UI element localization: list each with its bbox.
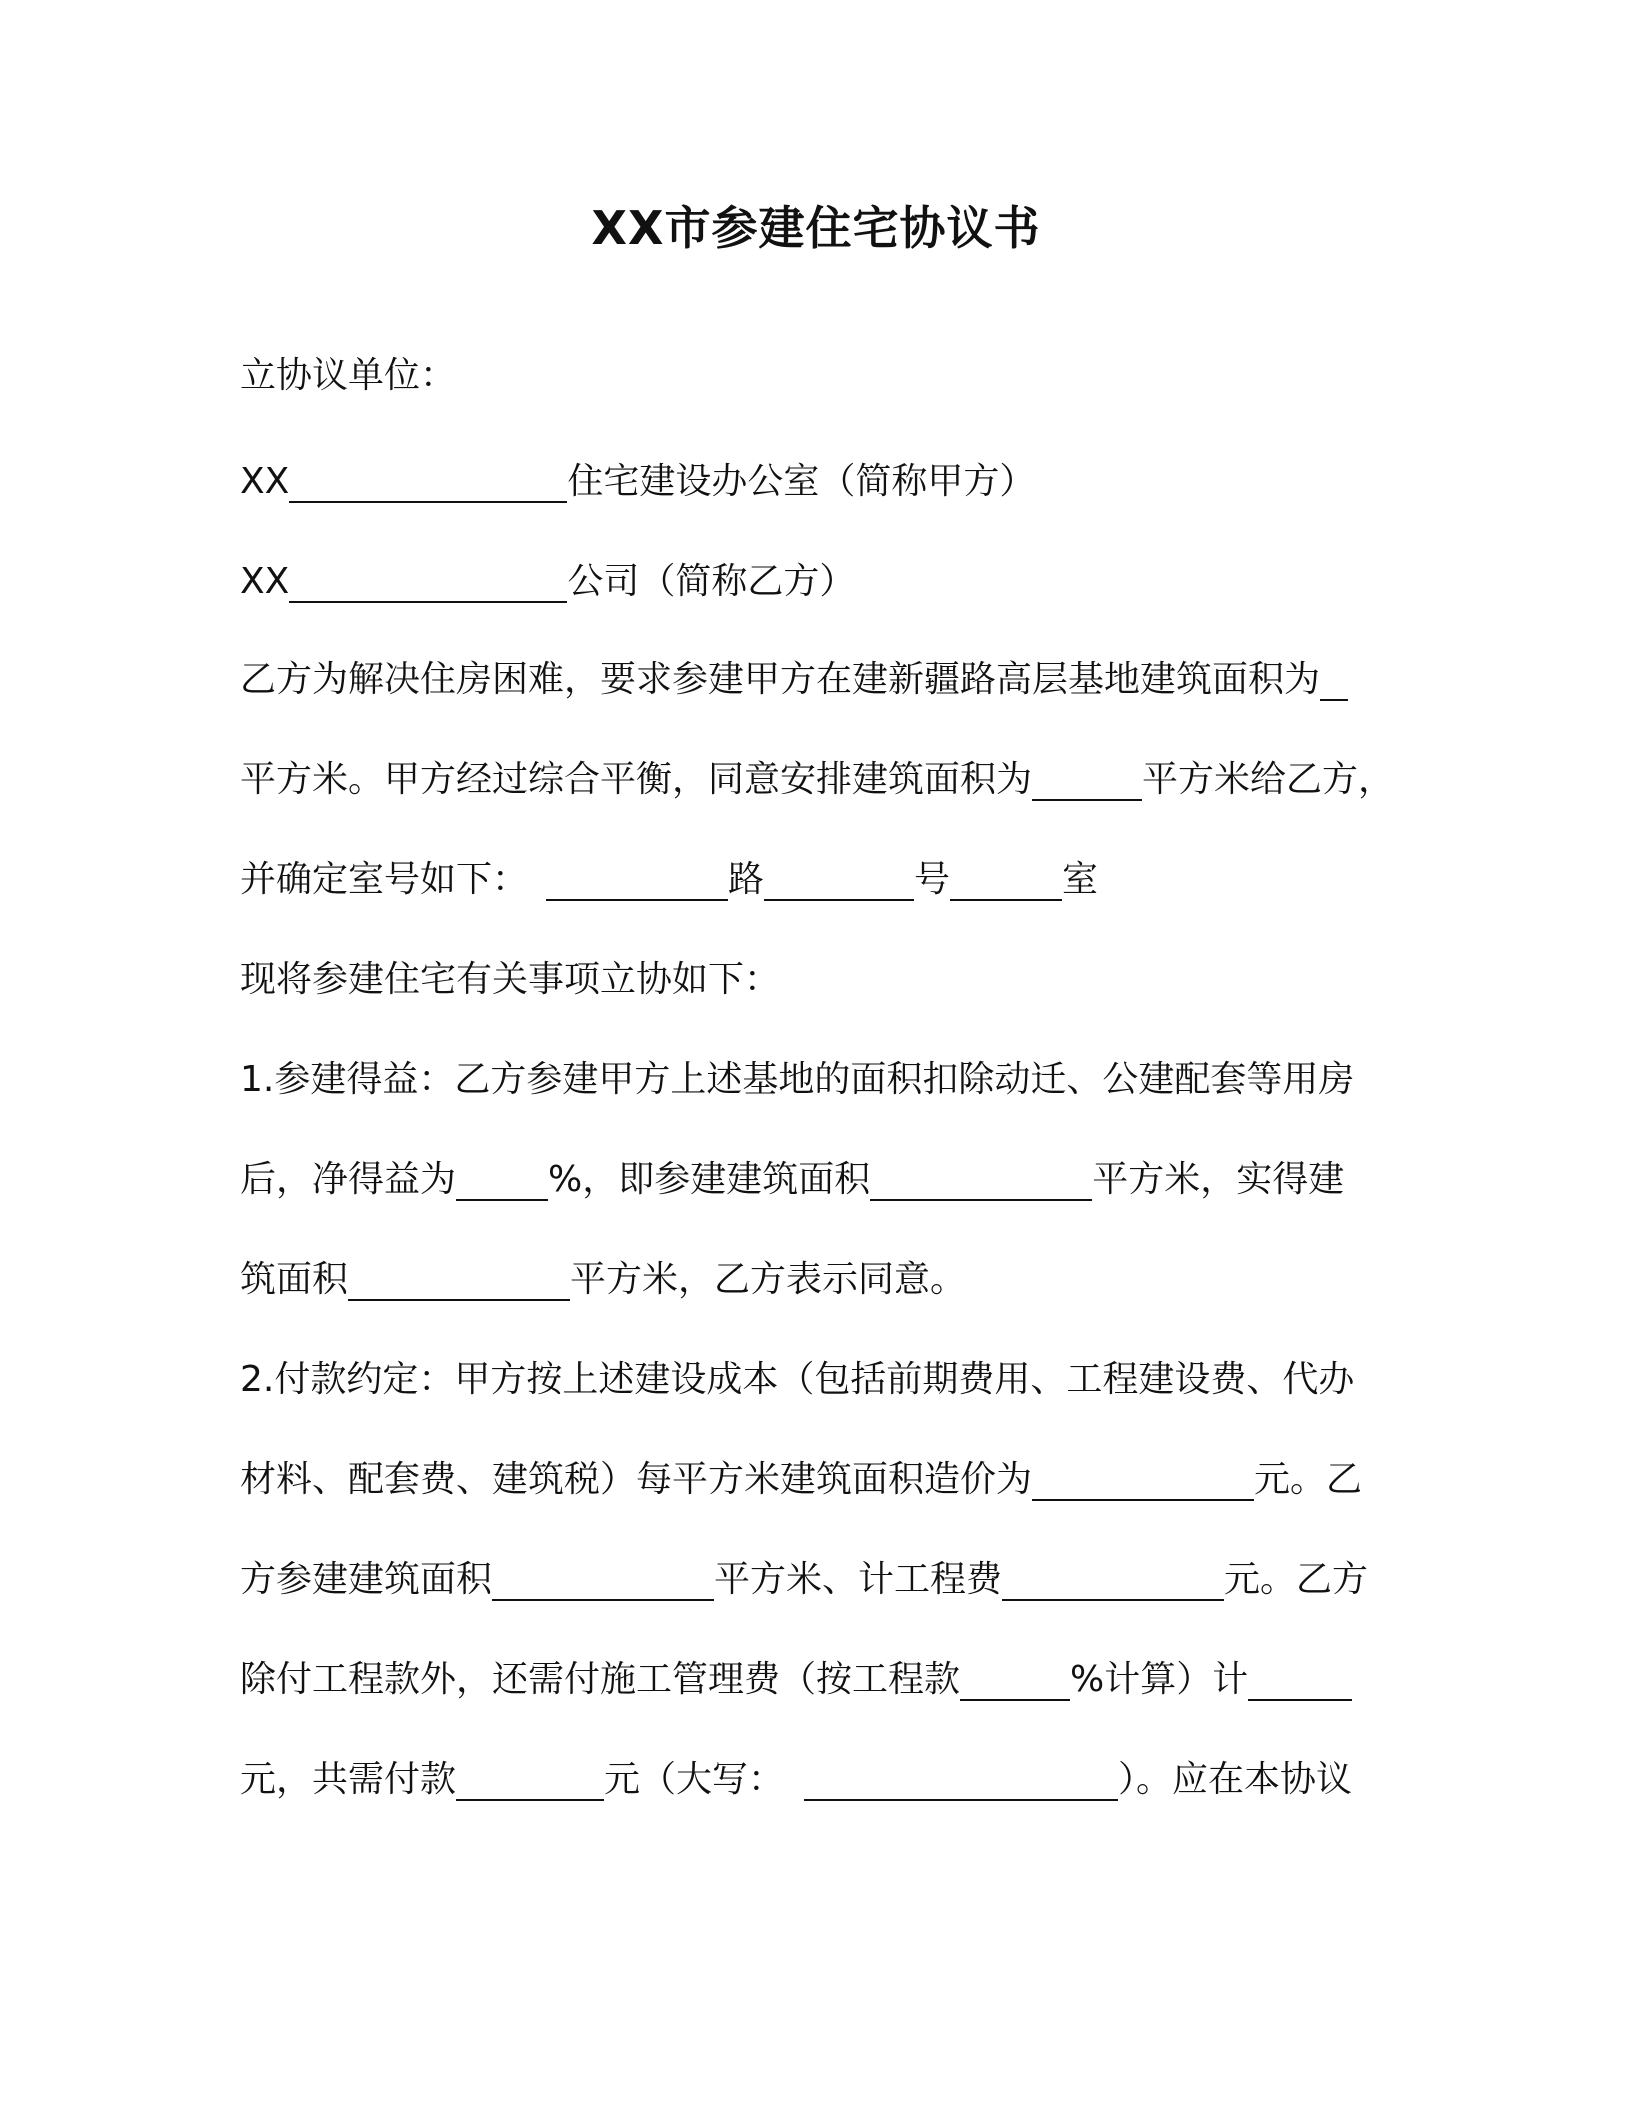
party-a-prefix: XX — [240, 461, 290, 502]
clause-2-line-2 — [240, 1456, 1390, 1504]
parties-label: 立协议单位： — [240, 355, 457, 396]
intro-line-2 — [240, 756, 1395, 804]
clause-1-text-2c: 平方米，实得建 — [1092, 1159, 1345, 1200]
clause-2-line-4 — [240, 1656, 1390, 1704]
party-b-prefix: XX — [240, 561, 290, 602]
document-title: XX市参建住宅协议书 — [591, 201, 1041, 255]
allocated-area-blank[interactable] — [1032, 759, 1142, 801]
intro-line-3 — [240, 856, 1390, 904]
clause-2-text-3c: 元。乙方 — [1224, 1559, 1369, 1600]
party-b-name-blank[interactable] — [289, 561, 567, 603]
clause-2-area-blank[interactable] — [492, 1559, 714, 1601]
clause-2-line-5 — [240, 1756, 1390, 1804]
actual-area-blank[interactable] — [348, 1259, 570, 1301]
clause-2-text-2b: 元。乙 — [1254, 1459, 1363, 1500]
number-label: 号 — [914, 859, 951, 900]
room-label: 室 — [1062, 859, 1099, 900]
clause-1-line-1: 1.参建得益：乙方参建甲方上述基地的面积扣除动迁、公建配套等用房 — [240, 1059, 1355, 1100]
number-blank[interactable] — [764, 859, 914, 901]
intro-text-3a: 并确定室号如下： — [240, 859, 529, 900]
party-b-suffix: 公司（简称乙方） — [567, 561, 856, 602]
clause-1-text-2b: %，即参建建筑面积 — [548, 1159, 871, 1200]
clause-2-text-4a: 除付工程款外，还需付施工管理费（按工程款 — [240, 1659, 961, 1700]
clause-1-text-2a: 后，净得益为 — [240, 1159, 457, 1200]
total-payment-blank[interactable] — [456, 1759, 604, 1801]
unit-cost-blank[interactable] — [1032, 1459, 1254, 1501]
clause-1-text-3a: 筑面积 — [240, 1259, 349, 1300]
clause-2-text-2a: 材料、配套费、建筑税）每平方米建筑面积造价为 — [240, 1459, 1033, 1500]
intro-text-1: 乙方为解决住房困难，要求参建甲方在建新疆路高层基地建筑面积为 — [240, 659, 1321, 700]
total-payment-words-blank[interactable] — [804, 1759, 1118, 1801]
road-blank[interactable] — [546, 859, 728, 901]
intro-text-2a: 平方米。甲方经过综合平衡，同意安排建筑面积为 — [240, 759, 1033, 800]
party-a-line — [240, 458, 1390, 506]
clause-1-line-2 — [240, 1156, 1390, 1204]
clause-2-line-1: 2.付款约定：甲方按上述建设成本（包括前期费用、工程建设费、代办 — [240, 1359, 1355, 1400]
construction-fee-blank[interactable] — [1002, 1559, 1224, 1601]
net-gain-percent-blank[interactable] — [456, 1159, 548, 1201]
clause-2-text-5c: ）。应在本协议 — [1118, 1759, 1353, 1800]
total-area-blank[interactable] — [1320, 659, 1348, 701]
management-fee-percent-blank[interactable] — [960, 1659, 1070, 1701]
clause-2-line-3 — [240, 1556, 1390, 1604]
room-blank[interactable] — [950, 859, 1062, 901]
clause-2-text-3a: 方参建建筑面积 — [240, 1559, 493, 1600]
clause-2-text-5b: 元（大写： — [604, 1759, 785, 1800]
clause-1-line-3 — [240, 1256, 1390, 1304]
party-b-line — [240, 558, 1390, 606]
party-a-name-blank[interactable] — [289, 461, 567, 503]
clause-2-text-4b: %计算）计 — [1070, 1659, 1249, 1700]
party-a-suffix: 住宅建设办公室（简称甲方） — [567, 461, 1036, 502]
management-fee-amount-blank[interactable] — [1248, 1659, 1352, 1701]
clause-2-text-3b: 平方米、计工程费 — [714, 1559, 1003, 1600]
participation-area-blank[interactable] — [870, 1159, 1092, 1201]
clause-2-text-5a: 元，共需付款 — [240, 1759, 457, 1800]
intro-text-2b: 平方米给乙方， — [1142, 759, 1395, 800]
preamble: 现将参建住宅有关事项立协如下： — [240, 959, 781, 1000]
intro-line-1 — [240, 656, 1390, 704]
road-label: 路 — [728, 859, 765, 900]
clause-1-text-3b: 平方米，乙方表示同意。 — [570, 1259, 967, 1300]
